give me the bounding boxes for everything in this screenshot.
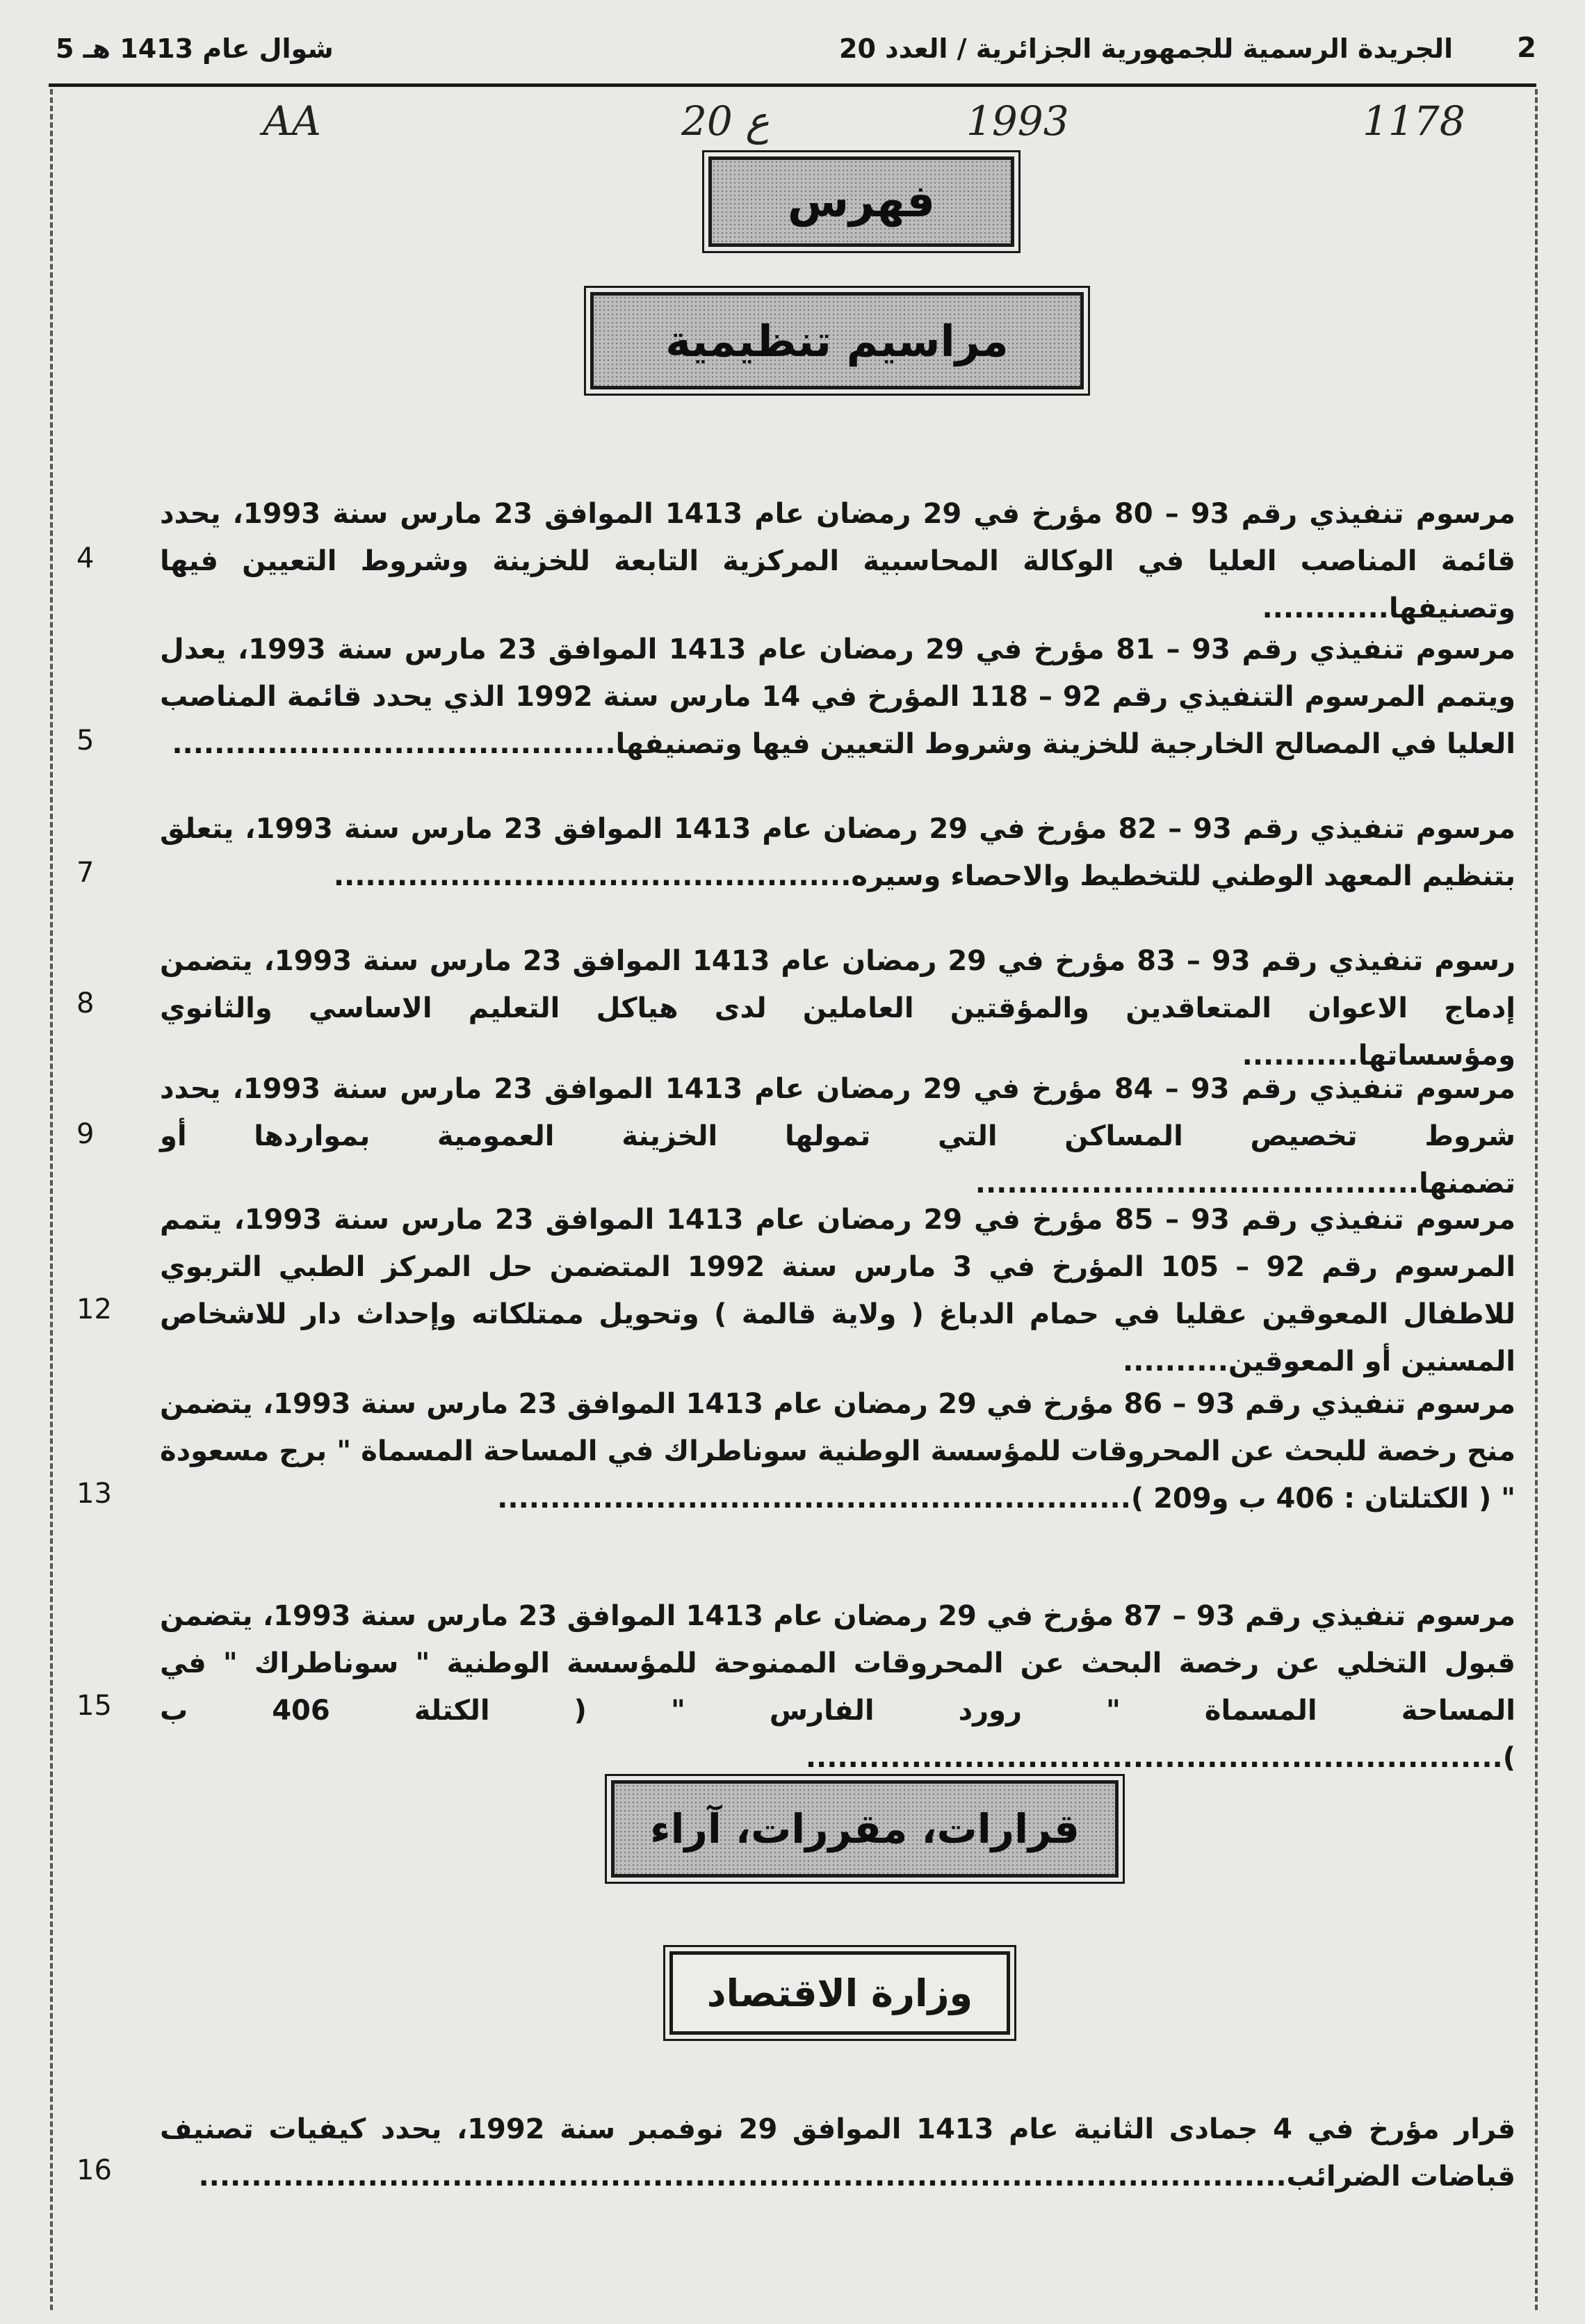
decrees-heading: مراسيم تنظيمية [590, 292, 1084, 389]
page-header [49, 21, 1536, 87]
entry-text: مرسوم تنفيذي رقم 93 – 87 مؤرخ في 29 رمضان عام 1413 الموافق 23 مارس سنة 1993، يتضمن قبول التخلي عن رخصة البحث عن المحروقات الممنوحة للمؤسسة الوطنية " سوناطراك " في المساحة المسماة " رورد الفارس " ( الكتلة 406 ب ).................................................................. [160, 1600, 1515, 1774]
entry-text: مرسوم تنفيذي رقم 93 – 86 مؤرخ في 29 رمضان عام 1413 الموافق 23 مارس سنة 1993، يتضمن منح رخصة للبحث عن المحروقات للمؤسسة الوطنية سوناطراك في المساحة المسماة " برج مسعودة " ( الكتلتان : 406 ب و209 )............................................................ [160, 1388, 1515, 1515]
entry-text: مرسوم تنفيذي رقم 93 – 82 مؤرخ في 29 رمضان عام 1413 الموافق 23 مارس سنة 1993، يتعلق بتنظيم المعهد الوطني للتخطيط والاحصاء وسيره................................................. [160, 813, 1516, 892]
decisions-heading: قرارات، مقررات، آراء [611, 1780, 1119, 1878]
entry-page-number: 15 [76, 1690, 112, 1722]
ministry-heading: وزارة الاقتصاد [669, 1951, 1010, 2035]
toc-entry [160, 1380, 1515, 1522]
toc-entry [160, 1196, 1515, 1385]
entry-text: مرسوم تنفيذي رقم 93 – 85 مؤرخ في 29 رمضان عام 1413 الموافق 23 مارس سنة 1993، يتمم المرسوم رقم 92 – 105 المؤرخ في 3 مارس سنة 1992 المتضمن حل المركز الطبي التربوي للاطفال المعوقين عقليا في حمام الدباغ ( ولاية قالمة ) وتحويل ممتلكاته وإحداث دار للاشخاص المسنين أو المعوقين.......... [160, 1204, 1516, 1378]
publication-title: الجريدة الرسمية للجمهورية الجزائرية / العدد 20 [839, 33, 1453, 64]
entry-text: رسوم تنفيذي رقم 93 – 83 مؤرخ في 29 رمضان عام 1413 الموافق 23 مارس سنة 1993، يتضمن إدماج الاعوان المتعاقدين والمؤقتين العاملين لدى هياكل التعليم الاساسي والثانوي ومؤسساتها........... [160, 945, 1515, 1072]
handwritten-note: 1178 [1363, 97, 1465, 145]
entry-text: مرسوم تنفيذي رقم 93 – 84 مؤرخ في 29 رمضان عام 1413 الموافق 23 مارس سنة 1993، يحدد شروط تخصيص المساكن التي تمولها الخزينة العمومية بمواردها أو تضمنها.......................................... [160, 1073, 1516, 1200]
toc-entry [160, 2106, 1515, 2200]
entry-text: قرار مؤرخ في 4 جمادى الثانية عام 1413 الموافق 29 نوفمبر سنة 1992، يحدد كيفيات تصنيف قباضات الضرائب....................................................................................................... [160, 2113, 1516, 2193]
entry-page-number: 16 [76, 2154, 112, 2186]
entry-page-number: 9 [76, 1118, 95, 1150]
toc-entry [160, 1065, 1515, 1207]
page-number: 2 [1517, 32, 1536, 64]
issue-date: 5 شوال عام 1413 هـ [56, 33, 334, 64]
toc-entry [160, 490, 1515, 632]
index-heading: فهرس [708, 156, 1014, 247]
entry-page-number: 5 [76, 725, 95, 757]
entry-page-number: 12 [76, 1293, 112, 1325]
toc-entry [160, 626, 1515, 768]
toc-entry [160, 805, 1515, 900]
handwritten-note: AA [263, 97, 321, 145]
toc-entry [160, 1592, 1515, 1782]
entry-text: مرسوم تنفيذي رقم 93 – 80 مؤرخ في 29 رمضان عام 1413 الموافق 23 مارس سنة 1993، يحدد قائمة المناصب العليا في الوكالة المحاسبية المركزية التابعة للخزينة وشروط التعيين فيها وتصنيفها............ [160, 498, 1516, 624]
entry-page-number: 13 [76, 1478, 112, 1510]
toc-entry [160, 937, 1515, 1079]
handwritten-note: 20 ع [681, 97, 770, 145]
entry-text: مرسوم تنفيذي رقم 93 – 81 مؤرخ في 29 رمضان عام 1413 الموافق 23 مارس سنة 1993، يعدل ويتمم المرسوم التنفيذي رقم 92 – 118 المؤرخ في 14 مارس سنة 1992 الذي يحدد قائمة المناصب العليا في المصالح الخارجية للخزينة وشروط التعيين فيها وتصنيفها.......................................... [160, 634, 1516, 760]
entry-page-number: 7 [76, 857, 95, 889]
entry-page-number: 8 [76, 987, 95, 1019]
entry-page-number: 4 [76, 542, 95, 574]
handwritten-note: 1993 [966, 97, 1069, 145]
